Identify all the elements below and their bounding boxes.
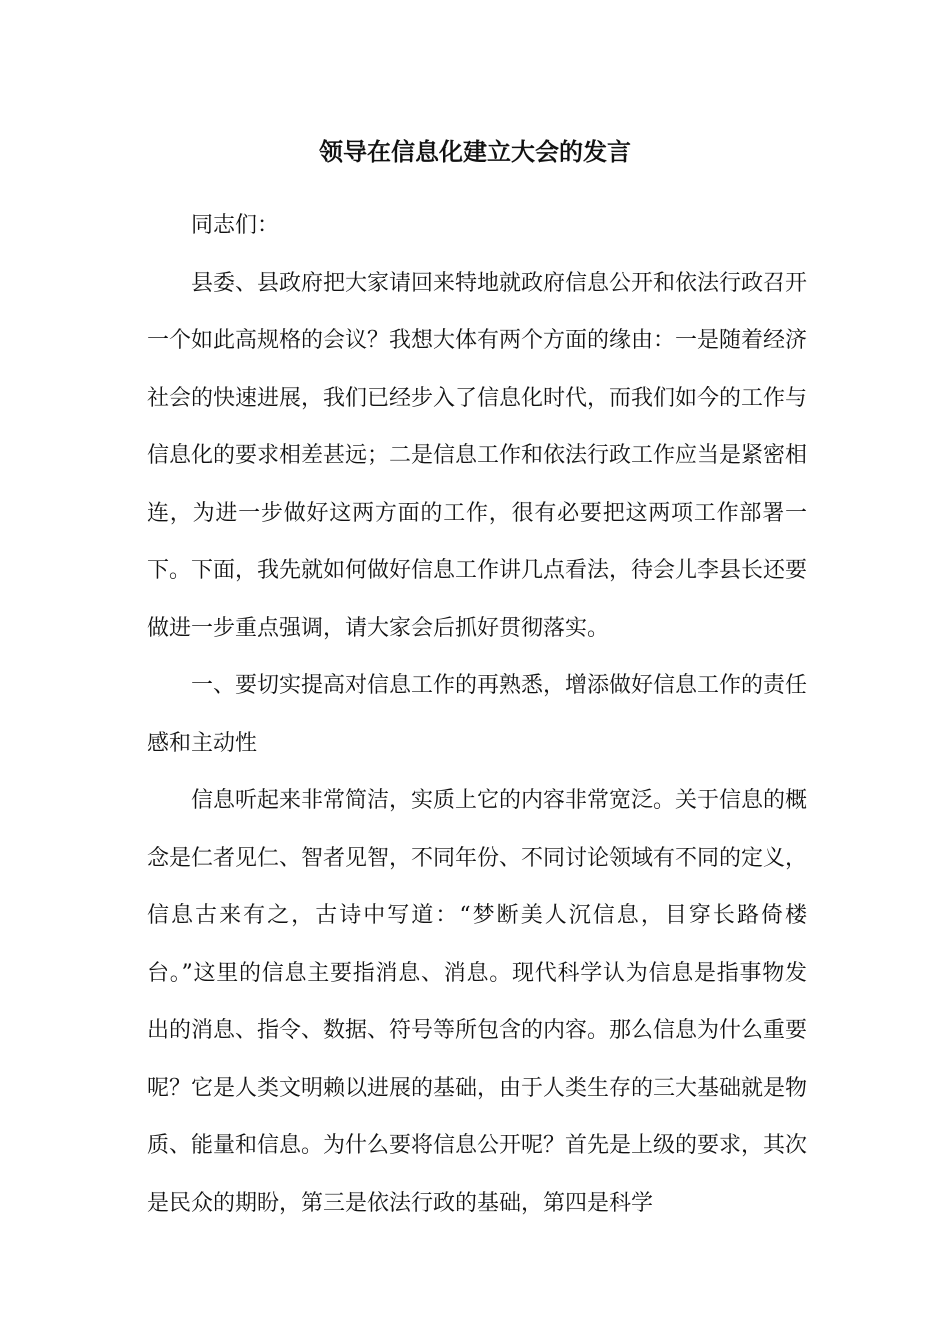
document-title: 领导在信息化建立大会的发言 <box>319 137 631 166</box>
document-body <box>147 197 807 1232</box>
paragraph-information: 信息听起来非常简洁，实质上它的内容非常宽泛。关于信息的概念是仁者见仁、智者见智，不同年份、不同讨论领域有不同的定义，信息古来有之，古诗中写道：“梦断美人沉信息，目穿长路倚楼台。”这里的信息主要指消息、消息。现代科学认为信息是指事物发出的消息、指令、数据、符号等所包含的内容。那么信息为什么重要呢？它是人类文明赖以进展的基础，由于人类生存的三大基础就是物质、能量和信息。为什么要将信息公开呢？首先是上级的要求，其次是民众的期盼，第三是依法行政的基础，第四是科学 <box>147 788 808 1216</box>
section-heading-1: 一、要切实提高对信息工作的再熟悉，增添做好信息工作的责任感和主动性 <box>147 673 808 756</box>
salutation: 同志们： <box>191 213 280 238</box>
paragraph-intro: 县委、县政府把大家请回来特地就政府信息公开和依法行政召开一个如此高规格的会议？我想大体有两个方面的缘由：一是随着经济社会的快速进展，我们已经步入了信息化时代，而我们如今的工作与信息化的要求相差甚远；二是信息工作和依法行政工作应当是紧密相连，为进一步做好这两方面的工作，很有必要把这两项工作部署一下。下面，我先就如何做好信息工作讲几点看法，待会儿李县长还要做进一步重点强调，请大家会后抓好贯彻落实。 <box>147 270 808 641</box>
